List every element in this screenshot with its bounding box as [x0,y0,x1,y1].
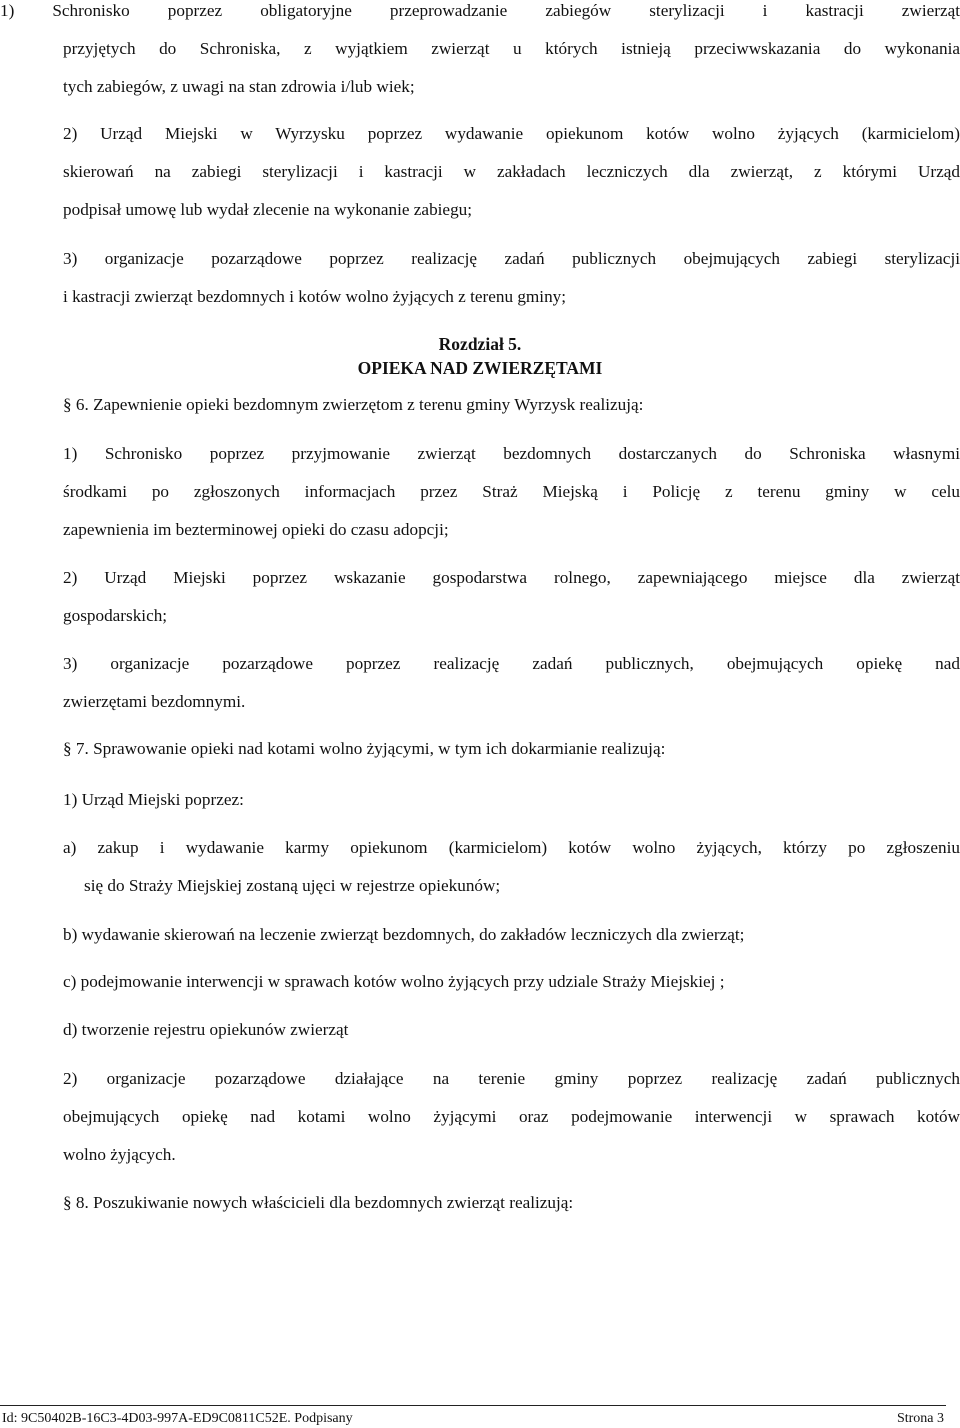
footer-id: Id: 9C50402B-16C3-4D03-997A-ED9C0811C52E. Podpisany [2,1411,353,1426]
paragraph [0,435,960,549]
chapter-title: Rozdział 5. [438,334,522,354]
paragraph [0,829,960,905]
text-line: się do Straży Miejskiej zostaną ujęci w rejestrze opiekunów; [84,876,501,895]
section-sign: § [63,739,72,758]
paragraph [0,115,960,229]
paragraph [0,963,960,1001]
section-sign: § [63,1193,72,1212]
paragraph [0,916,960,954]
text-line: 2) Urząd Miejski poprzez wskazanie gospodarstwa rolnego, zapewniającego miejsce dla zwierząt [63,568,960,587]
section-heading [63,386,960,424]
text-line: przyjętych do Schroniska, z wyjątkiem zwierząt u których istnieją przeciwwskazania do wykonania [63,39,960,58]
section-heading [63,730,960,768]
paragraph [0,240,960,316]
footer-divider [0,1405,946,1406]
text-line: 1) Schronisko poprzez obligatoryjne przeprowadzanie zabiegów sterylizacji i kastracji zwierząt [0,1,960,20]
text-line: 3) organizacje pozarządowe poprzez realizację zadań publicznych, obejmujących opiekę nad [63,654,960,673]
text-line: b) wydawanie skierowań na leczenie zwierząt bezdomnych, do zakładów leczniczych dla zwierząt; [63,925,745,944]
text-line: i kastracji zwierząt bezdomnych i kotów wolno żyjących z terenu gminy; [63,287,567,306]
chapter-subtitle: OPIEKA NAD ZWIERZĘTAMI [357,358,603,378]
text-line: d) tworzenie rejestru opiekunów zwierząt [63,1020,349,1039]
text-line: c) podejmowanie interwencji w sprawach kotów wolno żyjących przy udziale Straży Miejskiej ; [63,972,725,991]
paragraph [0,0,960,106]
paragraph [0,1011,960,1049]
text-line: 3) organizacje pozarządowe poprzez realizację zadań publicznych obejmujących zabiegi sterylizacji [63,249,960,268]
text-line: 2) organizacje pozarządowe działające na terenie gminy poprzez realizację zadań publicznych [63,1069,960,1088]
text-line: podpisał umowę lub wydał zlecenie na wykonanie zabiegu; [63,200,473,219]
text-line: 1) Urząd Miejski poprzez: [63,790,244,809]
section-sign: § [63,395,72,414]
text-line: gospodarskich; [63,606,168,625]
text-line: środkami po zgłoszonych informacjach przez Straż Miejską i Policję z terenu gminy w celu [63,482,960,501]
text-line: a) zakup i wydawanie karmy opiekunom (karmicielom) kotów wolno żyjących, którzy po zgłoszeniu [63,838,960,857]
footer-page-number: Strona 3 [896,1411,944,1426]
paragraph [0,559,960,635]
text-line: 2) Urząd Miejski w Wyrzysku poprzez wydawanie opiekunom kotów wolno żyjących (karmicielom) [63,124,960,143]
text-line: skierowań na zabiegi sterylizacji i kastracji w zakładach leczniczych dla zwierząt, z którymi Urząd [63,162,960,181]
section-heading [63,1184,960,1222]
section-text: 8. Poszukiwanie nowych właścicieli dla bezdomnych zwierząt realizują: [75,1193,574,1212]
text-line: zwierzętami bezdomnymi. [63,692,246,711]
section-text: 6. Zapewnienie opieki bezdomnym zwierzętom z terenu gminy Wyrzysk realizują: [75,395,644,414]
text-line: zapewnienia im bezterminowej opieki do czasu adopcji; [63,520,449,539]
section-text: 7. Sprawowanie opieki nad kotami wolno żyjącymi, w tym ich dokarmianie realizują: [75,739,666,758]
paragraph [0,1060,960,1174]
text-line: tych zabiegów, z uwagi na stan zdrowia i/lub wiek; [63,77,415,96]
paragraph [0,645,960,721]
text-line: wolno żyjących. [63,1145,176,1164]
paragraph [0,781,960,819]
text-line: obejmujących opiekę nad kotami wolno żyjącymi oraz podejmowanie interwencji w sprawach kotów [63,1107,960,1126]
text-line: 1) Schronisko poprzez przyjmowanie zwierząt bezdomnych dostarczanych do Schroniska własnymi [63,444,960,463]
